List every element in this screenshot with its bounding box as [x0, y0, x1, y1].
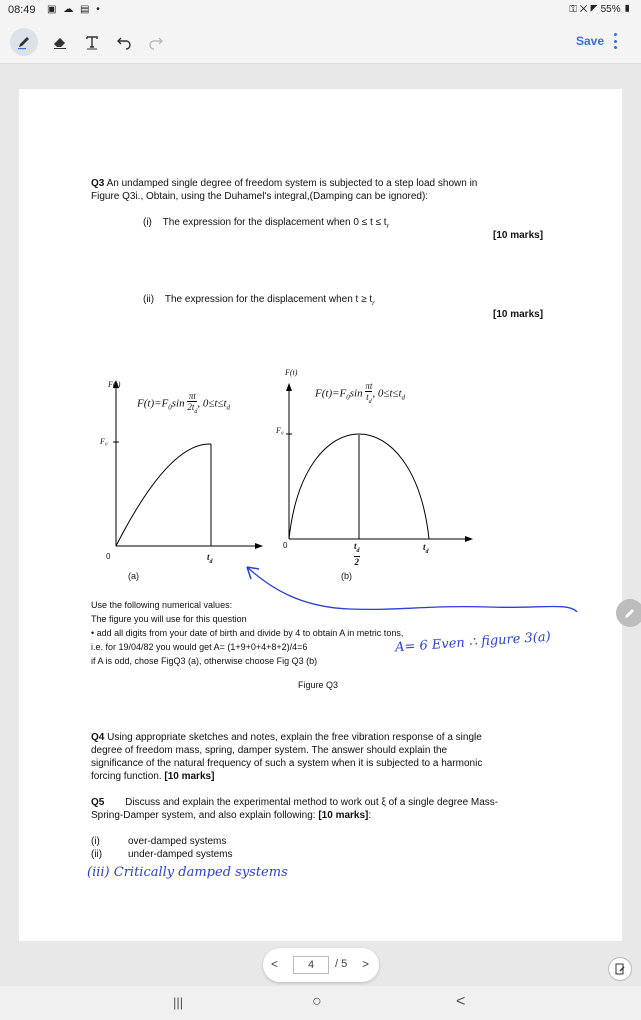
fig-a-y-label: F(t) [108, 380, 121, 389]
q3-part1-text: The expression for the displacement when 0 ≤ t ≤ t [162, 217, 387, 228]
text-tool-button[interactable] [78, 28, 106, 56]
q4-line1: Using appropriate sketches and notes, explain the free vibration response of a single [104, 732, 482, 743]
fig-a-td-label: $t_d$ [207, 552, 213, 565]
floating-edit-button[interactable] [616, 599, 641, 627]
pen-tool-button[interactable] [10, 28, 38, 56]
fig-b-origin: 0 [283, 541, 288, 550]
q3-part1 [143, 216, 389, 233]
figure-q3-caption: Figure Q3 [298, 680, 339, 690]
more-options-button[interactable] [611, 30, 619, 52]
annotation-toolbar [0, 20, 641, 64]
q3-part1-sub: r [386, 222, 390, 230]
q3-part1-num: (i) [143, 217, 152, 228]
q5-item-1: (i) over-damped systems [91, 836, 227, 847]
handwritten-item-iii: (iii) Critically damped systems [87, 865, 288, 880]
fig-a-curve [116, 444, 211, 546]
q5-item-2: (ii) under-damped systems [91, 849, 233, 860]
redo-button[interactable] [142, 28, 170, 56]
fig-a-x-arrow [255, 543, 263, 549]
q4-line3: significance of the natural frequency of such a system when it is subjected to a harmonic [91, 758, 483, 769]
edit-document-button[interactable] [608, 957, 632, 981]
q4-line4: forcing function. [91, 771, 165, 782]
more-dot-icon [614, 46, 617, 49]
fig-b-y-label: F(t) [285, 368, 298, 377]
fig-a-caption: (a) [128, 571, 139, 581]
q3-text [91, 177, 551, 203]
instr-line5: if A is odd, chose FigQ3 (a), otherwise choose Fig Q3 (b) [91, 656, 318, 666]
q4-line2: degree of freedom mass, spring, damper system. The answer should explain the [91, 745, 448, 756]
handwritten-note: A= 6 Even ∴ figure 3(a) [394, 629, 552, 656]
instr-line4: i.e. for 19/04/82 you would get A= (1+9+0+4+8+2)/4=6 [91, 642, 308, 652]
fig-b-td-label: $t_d$ [423, 542, 429, 555]
instr-line2: The figure you will use for this question [91, 614, 247, 624]
q3-heading: Q3 [91, 178, 105, 189]
fig-b-f0-label: F₀ [276, 426, 284, 435]
instr-line1: Use the following numerical values: [91, 600, 233, 610]
redo-icon [148, 34, 164, 50]
notification-icons: ▣ ☁ ▤ • [47, 4, 102, 15]
q3-part2 [143, 293, 375, 310]
recents-button[interactable]: ||| [173, 995, 184, 1010]
q3-part2-num: (ii) [143, 294, 155, 305]
q3-part2-text: The expression for the displacement when t ≥ t [164, 294, 373, 305]
fig-b-y-arrow [286, 383, 292, 391]
page-number-input[interactable]: 4 [293, 956, 329, 974]
signal-icons: ⚿ ✕ ◤ [569, 4, 601, 15]
instructions [91, 598, 491, 668]
fig-b-caption: (b) [341, 571, 352, 581]
eraser-icon [52, 34, 68, 50]
battery-level: 55% [600, 4, 621, 15]
next-page-button[interactable]: > [362, 957, 370, 971]
fig-a-f0-label: F₀ [100, 437, 108, 446]
q5-marks: [10 marks] [318, 810, 369, 821]
instr-line3: • add all digits from your date of birth and divide by 4 to obtain A in metric tons, [91, 628, 404, 638]
undo-button[interactable] [110, 28, 138, 56]
q5-heading: Q5 [91, 797, 105, 808]
pencil-icon [623, 606, 637, 620]
eraser-tool-button[interactable] [46, 28, 74, 56]
save-button[interactable]: Save [576, 34, 605, 48]
undo-icon [116, 34, 132, 50]
text-icon [84, 34, 100, 50]
pen-icon [16, 34, 32, 50]
more-dot-icon [614, 40, 617, 43]
document-page[interactable] [19, 89, 622, 941]
q4-heading: Q4 [91, 732, 105, 743]
page-navigator [263, 948, 379, 982]
back-button[interactable]: < [456, 993, 466, 1010]
q3-line1: An undamped single degree of freedom system is subjected to a step load shown in [104, 178, 478, 189]
q5-line2: Spring-Damper system, and also explain following: [91, 810, 319, 821]
status-right [569, 4, 631, 15]
status-bar [0, 0, 641, 20]
fig-b-half-td-label: $t_d$ 2 [354, 541, 360, 567]
fig-a-origin: 0 [106, 552, 111, 561]
fig-b-x-arrow [465, 536, 473, 542]
q3-part2-marks: [10 marks] [493, 309, 544, 320]
q4-text [91, 731, 561, 783]
more-dot-icon [614, 33, 617, 36]
document-edit-icon [614, 963, 626, 975]
q5-list [91, 835, 233, 861]
q5-line1: Discuss and explain the experimental method to work out ξ of a single degree Mass- [125, 797, 499, 808]
fig-b-equation: $F(t)=F_0\sin$ $\frac{\pi t}{t_d}$ , $0\le t\le t_d$ [315, 381, 406, 405]
system-navbar [0, 986, 641, 1020]
home-button[interactable]: ○ [312, 993, 322, 1010]
battery-icon: ▮ [620, 4, 631, 15]
page-total: / 5 [335, 958, 348, 970]
q3-line2: Figure Q3i., Obtain, using the Duhamel's integral,(Damping can be ignored): [91, 191, 429, 202]
prev-page-button[interactable]: < [271, 957, 279, 971]
q5-text: Q5 Discuss and explain the experimental method to work out ξ of a single degree Mass- Spring-Damper system, and also explain following: [10 marks]: [91, 797, 499, 821]
q3-part2-sub: r [372, 299, 375, 307]
q4-marks: [10 marks] [164, 771, 215, 782]
status-time: 08:49 [8, 4, 36, 16]
fig-a-equation: $F(t)=F_0\sin$ $\frac{\pi t}{2t_d}$ , $0\le t\le t_d$ [137, 391, 231, 415]
q3-part1-marks: [10 marks] [493, 230, 544, 241]
